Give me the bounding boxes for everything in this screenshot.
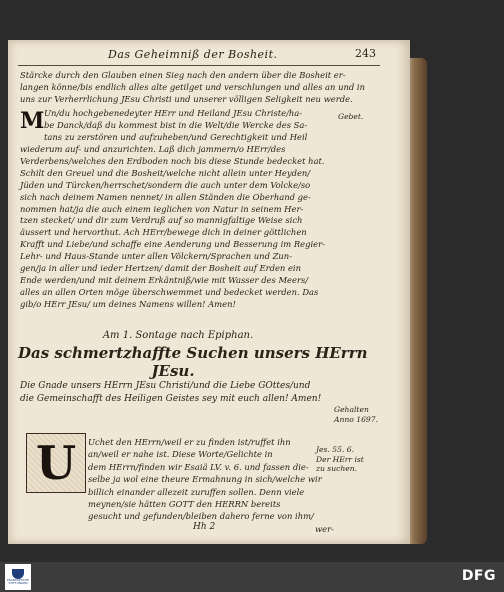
text-line: an/weil er nahe ist. Diese Worte/Gelichte in <box>88 449 273 460</box>
francke-foundation-logo[interactable] <box>5 564 31 590</box>
paragraph-1 <box>20 70 365 106</box>
text-line: langen könne/bis endlich alles alte getilget und verschlungen und alles an und in <box>20 81 365 92</box>
decorated-initial-u: U <box>26 433 86 493</box>
text-line: sich nach deinem Namen nennet/ in allen Ständen die Oberhand ge- <box>20 191 311 202</box>
paragraph-prayer <box>44 108 332 144</box>
text-line: Ende werden/und mit deinem Erkäntniß/wie mit Wasser des Meers/ <box>20 274 309 285</box>
text-line: äussert und hervorthut. Ach HErr/bewege dich in deiner göttlichen <box>20 227 307 238</box>
text-line: Un/du hochgebenedeyter HErr und Heiland JEsu Christe/ha- <box>44 108 303 118</box>
text-line: billich einander allezeit zuruffen sollen. Denn viele <box>88 486 305 497</box>
note-line: Gehalten <box>334 405 369 414</box>
text-line: Verderbens/welches den Erdboden noch bis diese Stunde bedecket hat. <box>20 155 325 166</box>
dfg-logo[interactable]: DFG <box>461 568 496 584</box>
crest-icon <box>12 569 24 579</box>
title-line: JEsu. <box>151 362 195 380</box>
text-line: Jüden und Türcken/herrschet/sondern die auch unter dem Volcke/so <box>20 179 311 190</box>
drop-initial-m: M <box>20 108 45 134</box>
text-line: nommen hat/ja die auch einem ieglichen von Natur in seinem Her- <box>20 203 304 214</box>
note-line: zu suchen. <box>316 464 358 473</box>
logo-text <box>7 579 29 586</box>
text-line: Krafft und Liebe/und schaffe eine Aenderung und Besserung im Regier- <box>20 239 325 250</box>
margin-note-jes <box>316 445 364 474</box>
text-line: gesucht und gefunden/bleiben dahero ferne von ihm/ <box>88 511 314 522</box>
title-line: Das schmertzhaffte Suchen unsers HErrn <box>18 344 368 362</box>
text-line: Uchet den HErrn/weil er zu finden ist/ruffet ihn <box>88 437 291 447</box>
text-line: tans zu zerstören und aufzuheben/und Gerechtigkeit und Heil <box>44 131 308 142</box>
section-title <box>18 344 368 380</box>
text-line: Stärcke durch den Glauben einen Sieg nach den andern über die Bosheit er- <box>20 70 346 80</box>
text-line: tzen stecket/ und dir zum Verdruß auf so mannigfaltige Weise sich <box>20 215 303 226</box>
logo-line: FRANCKESCHE <box>6 577 30 582</box>
text-line: wiederum auf- und anzurichten. Laß dich jammern/o HErr/des <box>20 144 286 154</box>
running-head: Das Geheimniß der Bosheit. <box>108 48 278 61</box>
paragraph-prayer-cont <box>20 144 332 311</box>
text-line: Schilt den Greuel und die Bosheit/welche nicht allein unter Heyden/ <box>20 167 311 178</box>
text-line: be Danck/daß du kommest bist in die Welt/die Wercke des Sa- <box>44 119 308 130</box>
page-number: 243 <box>355 47 376 60</box>
text-line: uns zur Verherrlichung JEsu Christi und unserer völligen Seligkeit neu werde. <box>20 93 353 104</box>
text-line: selbe ja wol eine theure Ermahnung in sich/welche wir <box>88 474 322 485</box>
text-line: dem HErrn/finden wir Esaiä LV. v. 6. und fassen die- <box>88 461 309 472</box>
text-line: alles an allen Orten möge überschwemmet und bedecket werden. Das <box>20 286 319 297</box>
note-line: Der HErr ist <box>316 454 364 464</box>
text-line: gib/o HErr JEsu/ um deines Namens willen! Amen! <box>20 298 236 309</box>
note-line: Jes. 55. 6. <box>316 445 354 454</box>
margin-note-gehalten <box>334 405 378 424</box>
text-line: gen/ja in aller und ieder Hertzen/ damit der Bosheit auf Erden ein <box>20 263 302 274</box>
text-line: meynen/sie hätten GOTT den HERRN bereits <box>88 499 281 510</box>
section-subtitle: Am 1. Sontage nach Epiphan. <box>102 330 254 341</box>
catchword: wer- <box>315 524 334 534</box>
note-line: Anno 1697. <box>334 414 378 424</box>
viewer-footer <box>0 562 504 592</box>
margin-note-gebet: Gebet. <box>338 112 364 121</box>
signature-mark: Hh 2 <box>193 522 216 532</box>
text-line: die Gemeinschafft des Heiligen Geistes sey mit euch allen! Amen! <box>20 393 322 404</box>
header-rule <box>18 65 380 66</box>
logo-line: STIFTUNGEN <box>8 581 28 585</box>
text-line: Die Gnade unsers HErrn JEsu Christi/und die Liebe GOttes/und <box>20 381 311 391</box>
book-page <box>8 40 410 544</box>
text-line: Lehr- und Haus-Stande unter allen Völckern/Sprachen und Zun- <box>20 251 293 262</box>
paragraph-sermon <box>88 436 322 523</box>
paragraph-greeting <box>20 380 332 405</box>
